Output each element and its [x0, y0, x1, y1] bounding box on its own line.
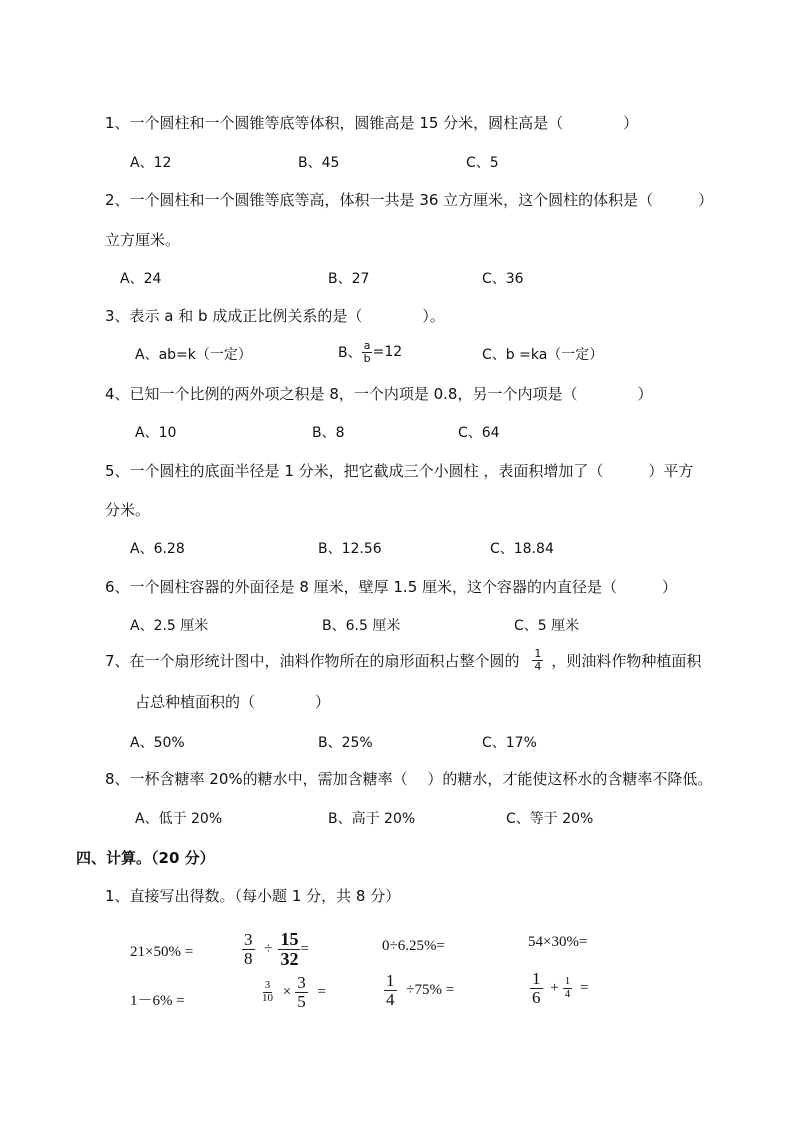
q5-option-b: B、12.56	[318, 541, 382, 557]
q1-option-b: B、45	[298, 155, 340, 171]
equals-sign: =	[579, 979, 589, 996]
q5-option-c: C、18.84	[490, 541, 554, 557]
calc-7-frac: $\frac{1}{4}$	[386, 971, 395, 1009]
q3-option-b-label: B、	[338, 345, 362, 362]
calc-6-frac-2: $\frac{3}{5}$	[297, 973, 306, 1011]
q3-option-b-fraction: $\frac{a}{b}$	[363, 339, 371, 365]
q8-option-c: C、等于 20%	[506, 811, 594, 827]
equals-sign: =	[300, 940, 309, 957]
q1-option-c: C、5	[466, 155, 499, 171]
q2-option-b: B、27	[328, 271, 370, 287]
q8-option-b: B、高于 20%	[328, 811, 416, 827]
q7-text-end: ，则油料作物种植面积	[551, 651, 702, 670]
calc-2-frac-2: $\frac{15}{32}$	[280, 929, 299, 969]
calc-6-frac-1: $\frac{3}{10}$	[262, 979, 273, 1004]
question-2-text: 2、一个圆柱和一个圆锥等底等高，体积一共是 36 立方厘米，这个圆柱的体积是（ ）	[105, 191, 714, 209]
question-7-text-cont: 占总种植面积的（ ）	[135, 693, 331, 711]
q7-option-c: C、17%	[482, 735, 537, 751]
q7-text-start: 7、在一个扇形统计图中，油料作物所在的扇形面积占整个圆的	[105, 651, 520, 670]
divide-sign: ÷	[264, 940, 273, 957]
question-5-text-cont: 分米。	[105, 501, 151, 519]
equals-sign: =	[317, 983, 326, 1000]
q6-option-a: A、2.5 厘米	[130, 618, 209, 634]
calc-7	[384, 972, 454, 1009]
q7-option-b: B、25%	[318, 735, 373, 751]
plus-sign: +	[550, 979, 559, 996]
q2-option-c: C、36	[482, 271, 524, 287]
section-4-title: 四、计算。（20 分）	[76, 849, 215, 867]
calc-8-frac-2: $\frac{1}{4}$	[564, 975, 571, 1000]
calc-3: 0÷6.25%=	[382, 938, 445, 954]
calc-2-frac-1: $\frac{3}{8}$	[244, 930, 253, 968]
q7-option-a: A、50%	[130, 735, 185, 751]
q2-option-a: A、24	[120, 271, 162, 287]
calc-5: 1－6% =	[130, 993, 185, 1009]
calc-4: 54×30%=	[528, 934, 588, 950]
calc-7-tail: ÷75% =	[406, 981, 455, 998]
calc-8-frac-1: $\frac{1}{6}$	[532, 969, 541, 1007]
question-7-text	[105, 648, 701, 672]
q3-option-c: C、b =ka（一定）	[482, 347, 604, 363]
calc-2	[242, 930, 309, 969]
question-4-text: 4、已知一个比例的两外项之积是 8，一个内项是 0.8，另一个内项是（ ）	[105, 385, 653, 403]
calc-1: 21×50% =	[130, 944, 194, 960]
q4-option-c: C、64	[458, 425, 500, 441]
multiply-sign: ×	[282, 983, 292, 1000]
q4-option-b: B、8	[312, 425, 345, 441]
calc-8	[530, 970, 588, 1007]
question-2-text-cont: 立方厘米。	[105, 231, 181, 249]
question-3-text: 3、表示 a 和 b 成成正比例关系的是（ ）。	[105, 307, 445, 325]
q6-option-b: B、6.5 厘米	[322, 618, 401, 634]
q5-option-a: A、6.28	[130, 541, 185, 557]
q4-option-a: A、10	[135, 425, 177, 441]
q1-option-a: A、12	[130, 155, 172, 171]
question-8-text: 8、一杯含糖率 20%的糖水中，需加含糖率（ ）的糖水，才能使这杯水的含糖率不降低。	[105, 770, 713, 788]
question-5-text: 5、一个圆柱的底面半径是 1 分米，把它截成三个小圆柱 ，表面积增加了（ ）平方	[105, 462, 694, 480]
q3-option-b	[338, 340, 402, 364]
q8-option-a: A、低于 20%	[135, 811, 223, 827]
question-1-text: 1、一个圆柱和一个圆锥等底等体积，圆锥高是 15 分米，圆柱高是（ ）	[105, 114, 639, 132]
q7-fraction: $\frac{1}{4}$	[534, 647, 542, 673]
q6-option-c: C、5 厘米	[514, 618, 580, 634]
q3-option-b-tail: =12	[372, 344, 403, 361]
question-6-text: 6、一个圆柱容器的外面径是 8 厘米，壁厚 1.5 厘米，这个容器的内直径是（ ）	[105, 578, 678, 596]
calc-6	[260, 974, 326, 1011]
section-4-subtitle: 1、直接写出得数。（每小题 1 分，共 8 分）	[105, 887, 401, 905]
q3-option-a: A、ab=k（一定）	[135, 347, 252, 363]
